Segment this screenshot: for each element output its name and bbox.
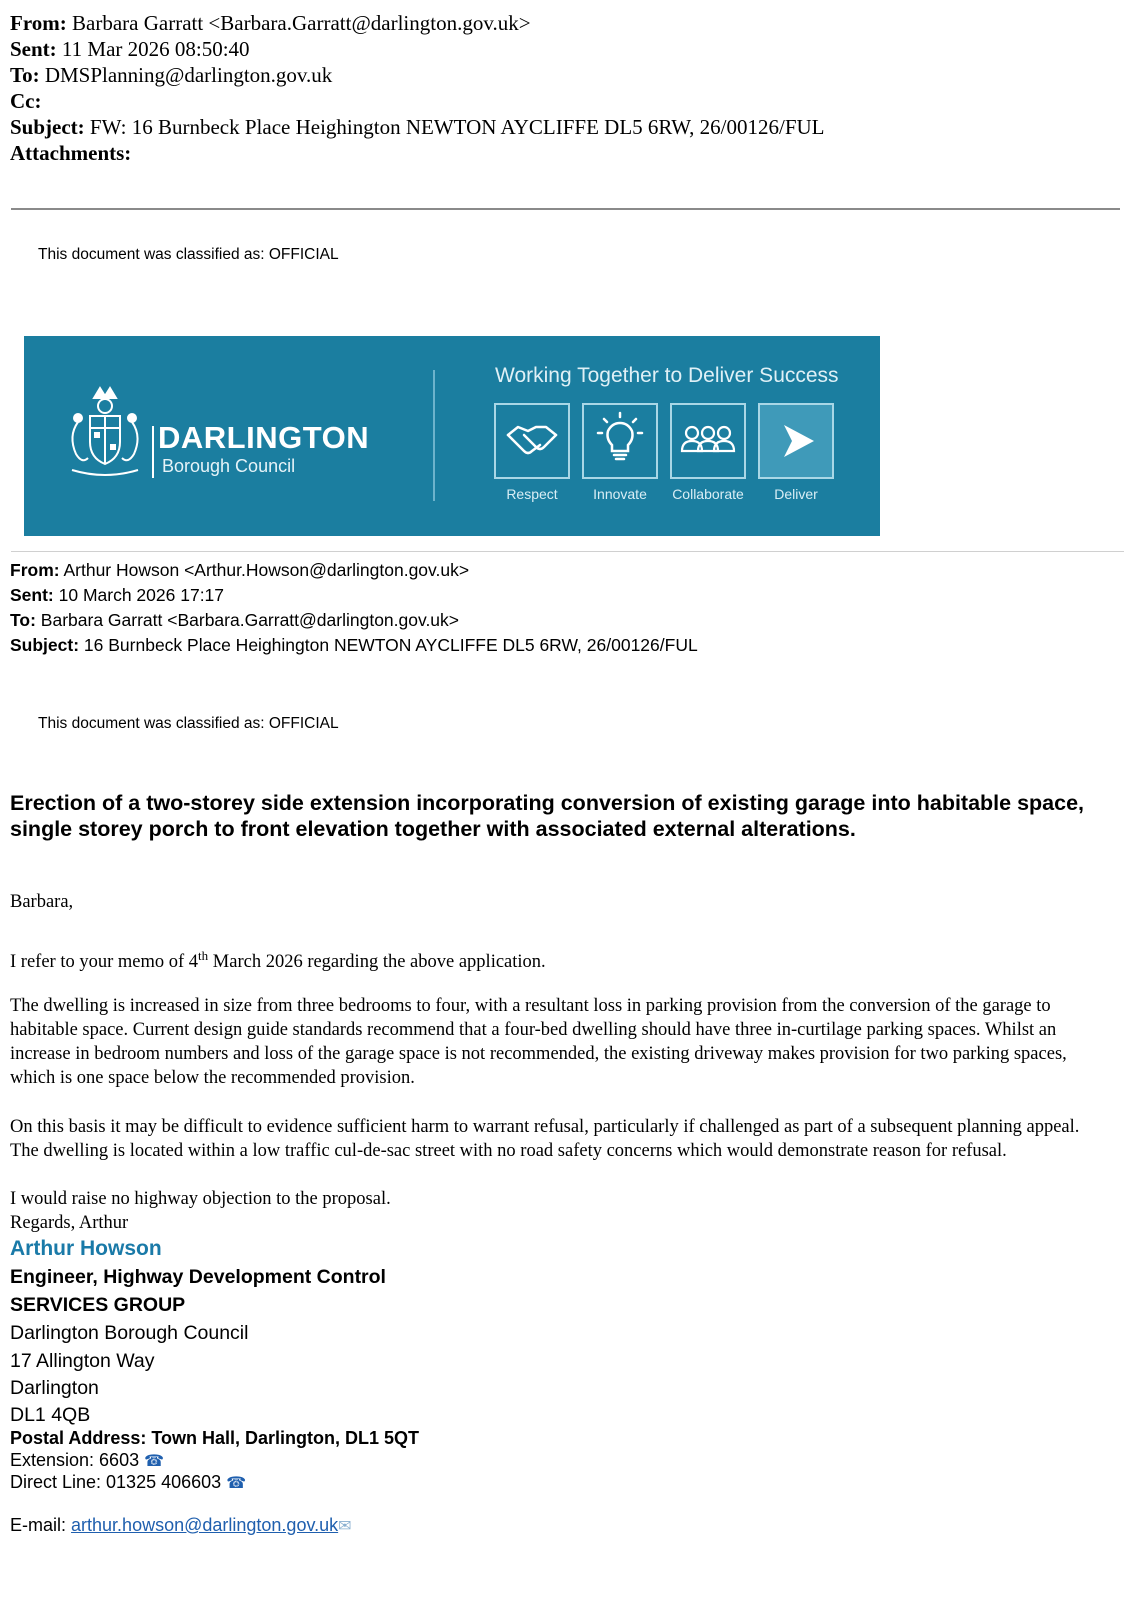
inner-sent: Sent: 10 March 2026 17:17 bbox=[10, 585, 225, 605]
people-icon bbox=[672, 405, 744, 477]
handshake-icon bbox=[496, 405, 568, 477]
greeting: Barbara, bbox=[10, 892, 74, 912]
signature-org: Darlington Borough Council bbox=[10, 1322, 249, 1344]
signature-extension: Extension: 6603 ☎ bbox=[10, 1450, 165, 1470]
council-name: DARLINGTON bbox=[158, 420, 370, 455]
banner-divider bbox=[433, 370, 435, 501]
value-deliver-label: Deliver bbox=[774, 486, 818, 502]
inner-from-value: Arthur Howson <Arthur.Howson@darlington.gov.uk> bbox=[63, 560, 470, 580]
outer-sent: Sent: 11 Mar 2026 08:50:40 bbox=[10, 37, 250, 61]
signoff: Regards, Arthur bbox=[10, 1213, 129, 1233]
inner-to-value: Barbara Garratt <Barbara.Garratt@darlington.gov.uk> bbox=[40, 610, 460, 630]
outer-to: To: DMSPlanning@darlington.gov.uk bbox=[10, 63, 333, 87]
memo-reference: I refer to your memo of 4th March 2026 regarding the above application. bbox=[10, 948, 546, 973]
classification-notice-2: This document was classified as: OFFICIAL bbox=[38, 715, 339, 732]
council-banner bbox=[24, 336, 880, 536]
outer-cc: Cc: bbox=[10, 89, 42, 113]
phone-icon: ☎ bbox=[144, 1453, 165, 1470]
outer-to-value: DMSPlanning@darlington.gov.uk bbox=[44, 63, 333, 87]
inner-to: To: Barbara Garratt <Barbara.Garratt@darlington.gov.uk> bbox=[10, 610, 460, 630]
signature-address-2: Darlington bbox=[10, 1377, 99, 1399]
signature-group: SERVICES GROUP bbox=[10, 1294, 186, 1316]
signature-role: Engineer, Highway Development Control bbox=[10, 1266, 386, 1288]
signature-postcode: DL1 4QB bbox=[10, 1404, 91, 1426]
logo-divider bbox=[152, 426, 154, 478]
value-collaborate-box bbox=[670, 403, 746, 479]
outer-from: From: Barbara Garratt <Barbara.Garratt@darlington.gov.uk> bbox=[10, 11, 531, 35]
paragraph-harm: On this basis it may be difficult to evidence sufficient harm to warrant refusal, particularly if challenged as part of a subsequent planning appeal. The dwelling is located within a low traffic cul-de-sac street with no road safety concerns which would demonstrate reason for refusal. bbox=[10, 1117, 1080, 1161]
inner-subject: Subject: 16 Burnbeck Place Heighington NEWTON AYCLIFFE DL5 6RW, 26/00126/FUL bbox=[10, 635, 698, 655]
lightbulb-icon bbox=[584, 405, 656, 477]
outer-from-value: Barbara Garratt <Barbara.Garratt@darlington.gov.uk> bbox=[72, 11, 531, 35]
value-innovate-label: Innovate bbox=[593, 486, 647, 502]
classification-notice: This document was classified as: OFFICIAL bbox=[38, 246, 339, 263]
coat-of-arms-icon bbox=[64, 384, 146, 480]
value-collaborate-label: Collaborate bbox=[672, 486, 744, 502]
phone-icon: ☎ bbox=[226, 1475, 247, 1492]
signature-name: Arthur Howson bbox=[10, 1237, 162, 1260]
forward-separator bbox=[11, 551, 1124, 552]
envelope-icon: ✉ bbox=[338, 1518, 352, 1535]
value-respect-label: Respect bbox=[506, 486, 558, 502]
inner-sent-value: 10 March 2026 17:17 bbox=[58, 585, 225, 605]
outer-sent-value: 11 Mar 2026 08:50:40 bbox=[61, 37, 250, 61]
inner-from: From: Arthur Howson <Arthur.Howson@darlington.gov.uk> bbox=[10, 560, 470, 580]
value-innovate-box bbox=[582, 403, 658, 479]
inner-subject-value: 16 Burnbeck Place Heighington NEWTON AYCLIFFE DL5 6RW, 26/00126/FUL bbox=[83, 635, 698, 655]
outer-attachments: Attachments: bbox=[10, 141, 132, 165]
signature-address-1: 17 Allington Way bbox=[10, 1350, 155, 1372]
value-respect-box bbox=[494, 403, 570, 479]
header-rule bbox=[11, 208, 1120, 210]
ordinal-suffix: th bbox=[198, 948, 209, 963]
signature-postal-address: Postal Address: Town Hall, Darlington, DL1 5QT bbox=[10, 1428, 420, 1448]
signature-direct-line: Direct Line: 01325 406603 ☎ bbox=[10, 1472, 247, 1492]
banner-tagline: Working Together to Deliver Success bbox=[495, 364, 839, 387]
outer-subject: Subject: FW: 16 Burnbeck Place Heighington NEWTON AYCLIFFE DL5 6RW, 26/00126/FUL bbox=[10, 115, 825, 139]
value-deliver-box bbox=[758, 403, 834, 479]
outer-subject-value: FW: 16 Burnbeck Place Heighington NEWTON AYCLIFFE DL5 6RW, 26/00126/FUL bbox=[89, 115, 825, 139]
paragraph-objection: I would raise no highway objection to the proposal. bbox=[10, 1189, 391, 1209]
paragraph-parking: The dwelling is increased in size from three bedrooms to four, with a resultant loss in parking provision from the conversion of the garage to habitable space. Current design guide standards recommend that a four-bed dwelling should have three in-curtilage parking spaces. Whilst an increase in bedroom numbers and loss of the garage space is not recommended, the existing driveway makes provision for two parking spaces, which is one space below the recommended provision. bbox=[10, 996, 1067, 1088]
signature-email: E-mail: arthur.howson@darlington.gov.uk✉ bbox=[10, 1515, 352, 1535]
play-arrow-icon bbox=[760, 405, 832, 477]
application-title: Erection of a two-storey side extension incorporating conversion of existing garage into habitable space, single storey porch to front elevation together with associated external alterations. bbox=[10, 791, 1085, 841]
email-link[interactable]: arthur.howson@darlington.gov.uk bbox=[71, 1515, 339, 1535]
council-subtitle: Borough Council bbox=[162, 456, 296, 476]
